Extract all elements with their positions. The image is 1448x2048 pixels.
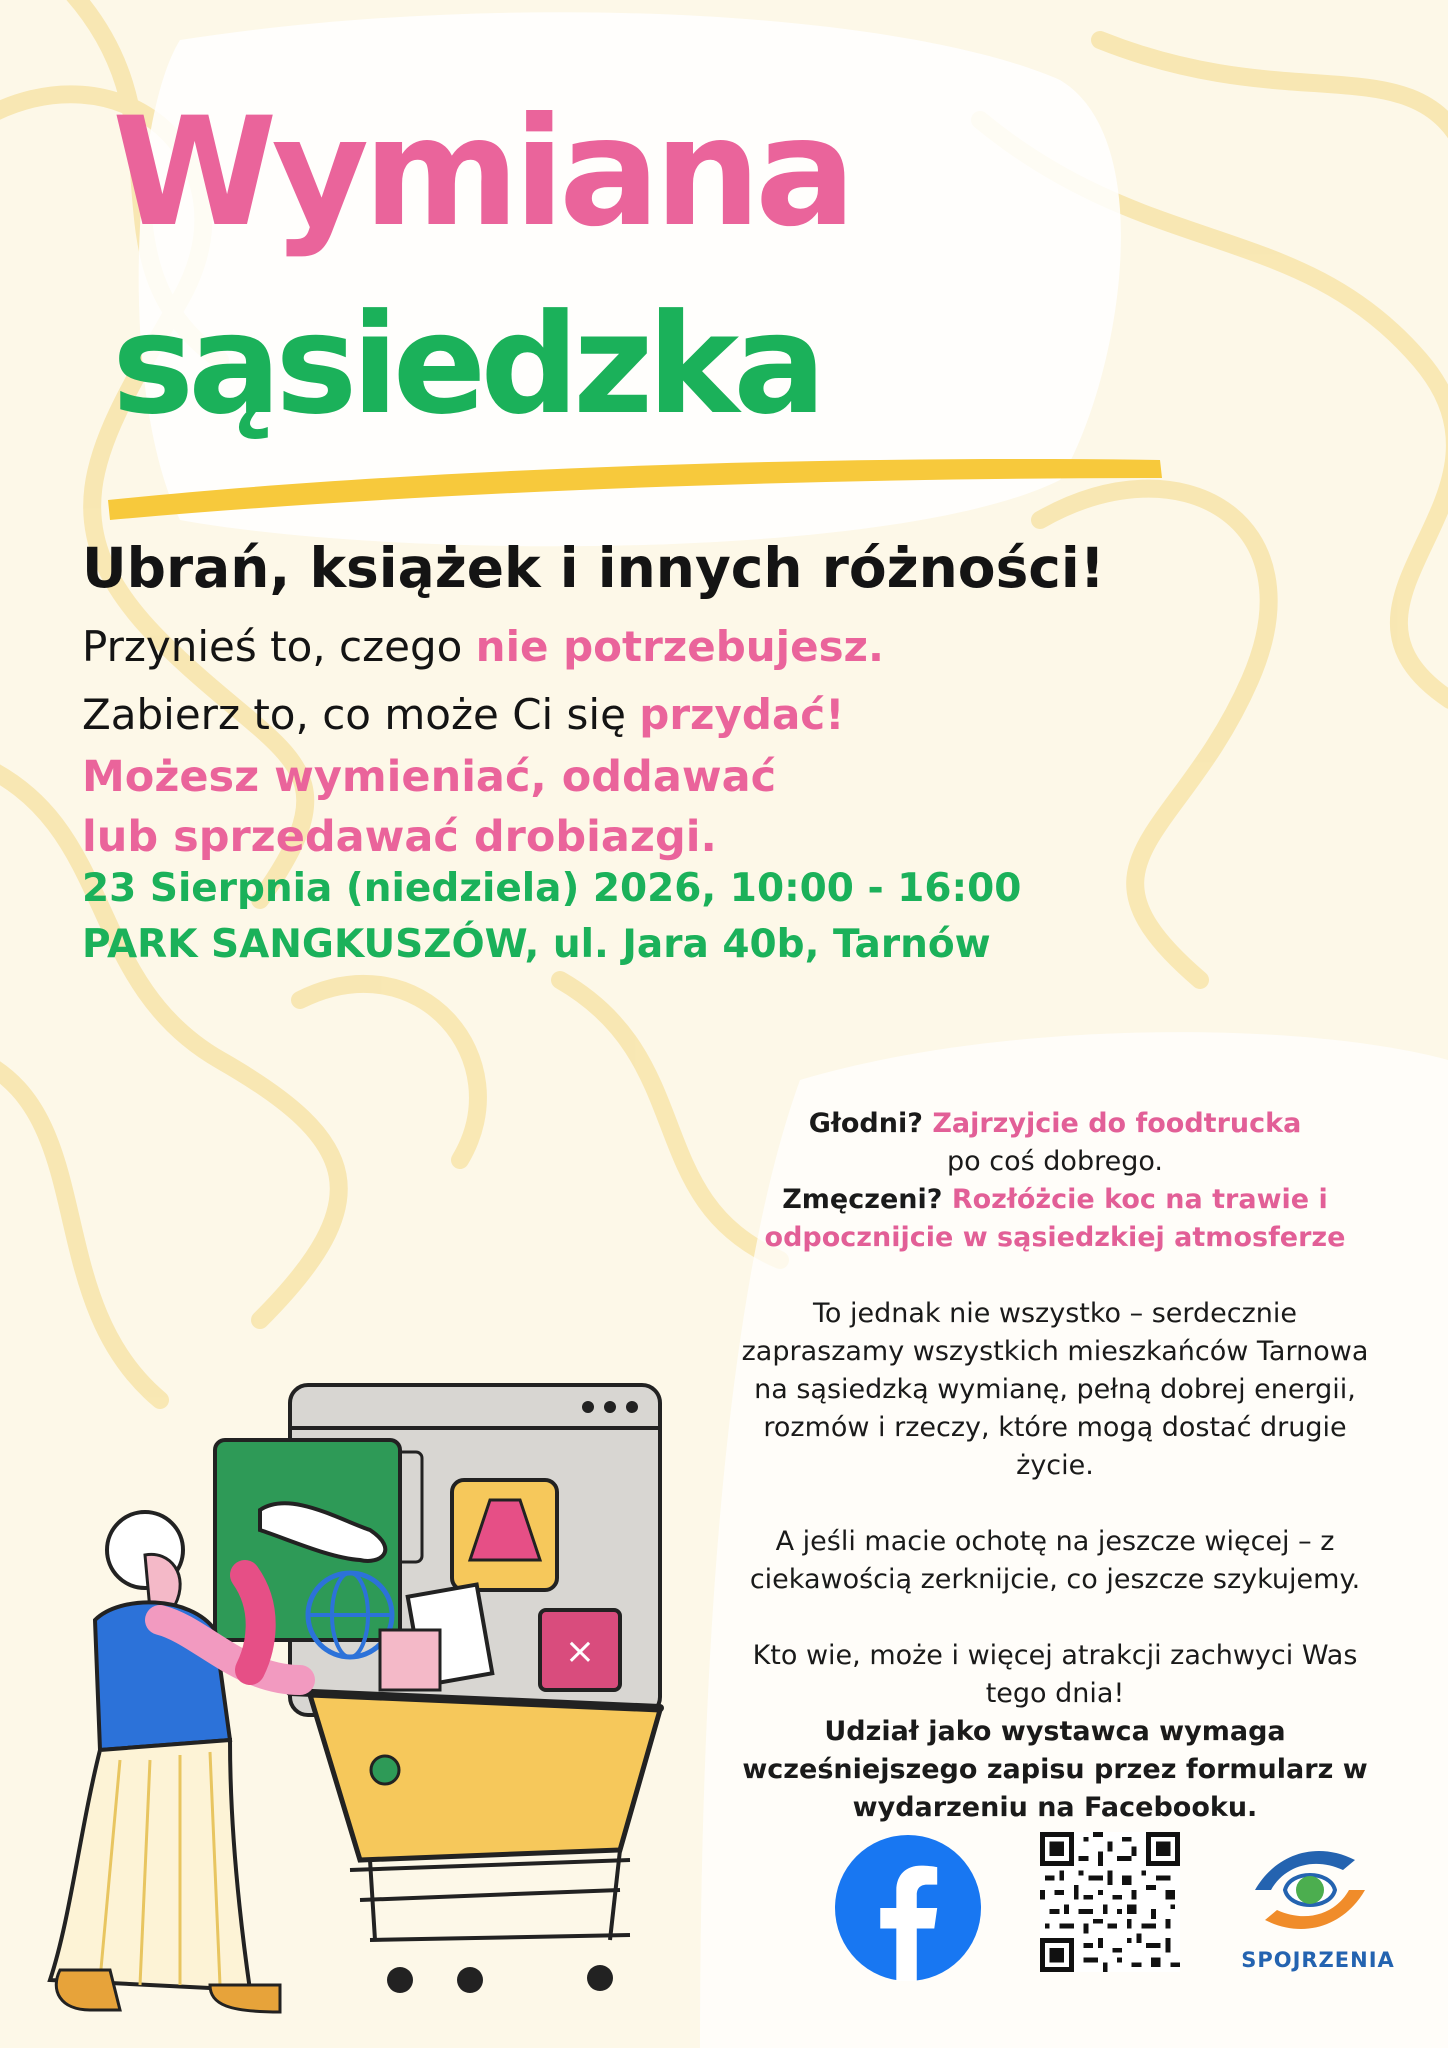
subtitle: Ubrań, książek i innych różności! <box>82 536 1105 600</box>
info-bold-line: wydarzeniu na Facebooku. <box>852 1792 1258 1823</box>
info-p1-line: zapraszamy wszystkich mieszkańców Tarnowa <box>741 1336 1369 1367</box>
text-line-2-highlight: przydać <box>639 690 826 739</box>
info-p2-line: ciekawością zerknijcie, co jeszcze szykujemy. <box>749 1564 1361 1595</box>
info-q2-highlight-b: odpocznijcie w sąsiedzkiej atmosferze <box>764 1222 1346 1253</box>
info-q1 <box>690 1105 1420 1143</box>
info-bold-line: wcześniejszego zapisu przez formularz w <box>742 1754 1368 1785</box>
title-line-2: sąsiedzka <box>112 284 821 445</box>
info-p1-line: na sąsiedzką wymianę, pełną dobrej energii, <box>754 1374 1356 1405</box>
info-q2 <box>690 1181 1420 1219</box>
info-p2-line: A jeśli macie ochotę na jeszcze więcej – z <box>775 1526 1335 1557</box>
text-line-1 <box>82 622 884 671</box>
text-line-4: lub sprzedawać drobiazgi. <box>82 812 717 862</box>
info-q2-label: Zmęczeni? <box>782 1184 952 1215</box>
text-line-1-end: . <box>868 622 884 671</box>
info-bold-line: Udział jako wystawca wymaga <box>824 1716 1286 1747</box>
spojrzenia-logo <box>1245 1835 1375 1945</box>
text-line-2 <box>82 690 844 739</box>
text-line-1-a: Przynieś to, czego <box>82 622 476 671</box>
info-q1-label: Głodni? <box>808 1108 933 1139</box>
text-line-3: Możesz wymieniać, oddawać <box>82 752 777 802</box>
facebook-icon[interactable] <box>835 1835 981 1981</box>
info-p1-line: rozmów i rzeczy, które mogą dostać drugie <box>763 1412 1347 1443</box>
info-block <box>690 1105 1420 1827</box>
text-line-2-end: ! <box>825 690 845 739</box>
info-q1-highlight: Zajrzyjcie do foodtrucka <box>932 1108 1302 1139</box>
info-p1-line: To jednak nie wszystko – serdecznie <box>812 1298 1298 1329</box>
svg-text:×: × <box>564 1631 596 1672</box>
shopping-cart-illustration <box>40 1380 690 2020</box>
text-line-2-a: Zabierz to, co może Ci się <box>82 690 640 739</box>
event-date-time: 23 Sierpnia (niedziela) 2026, 10:00 - 16:00 <box>82 866 1022 911</box>
info-q2-highlight-a: Rozłóżcie koc na trawie i <box>951 1184 1328 1215</box>
info-p3-line: Kto wie, może i więcej atrakcji zachwyci Was <box>752 1640 1358 1671</box>
title-line-1: Wymiana <box>112 86 851 260</box>
logo-text: SPOJRZENIA <box>1241 1948 1395 1972</box>
text-line-1-highlight: nie potrzebujesz <box>475 622 869 671</box>
info-p1-line: życie. <box>1016 1450 1094 1481</box>
qr-code[interactable] <box>1040 1832 1180 1972</box>
event-location: PARK SANGKUSZÓW, ul. Jara 40b, Tarnów <box>82 922 991 967</box>
info-p3-line: tego dnia! <box>985 1678 1125 1709</box>
info-q1-rest: po coś dobrego. <box>947 1146 1163 1177</box>
